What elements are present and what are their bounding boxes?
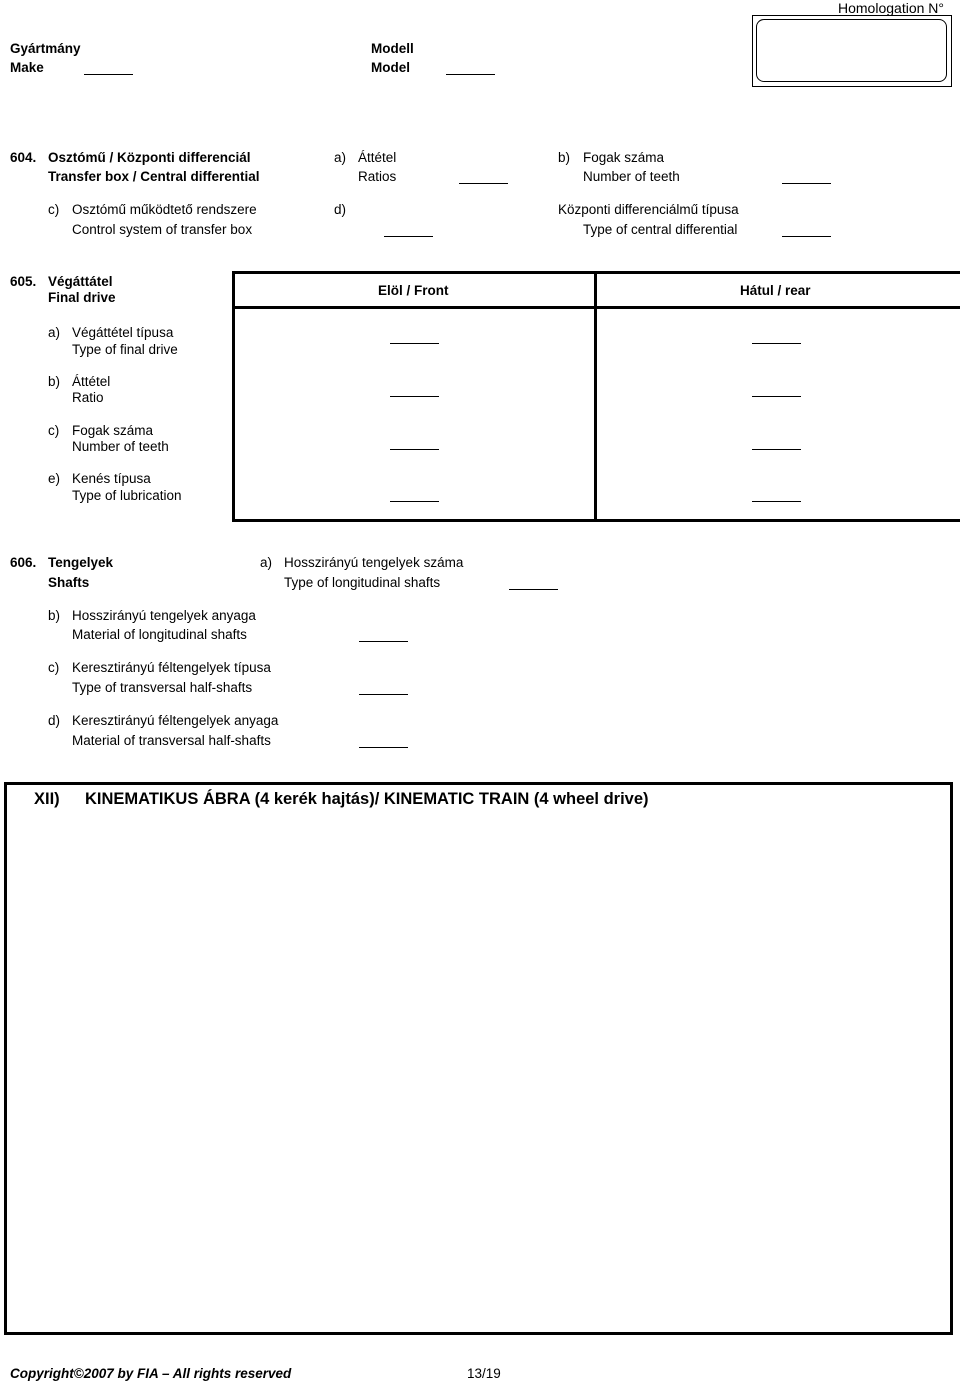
control-system-label-en: Control system of transfer box xyxy=(72,222,253,237)
long-shafts-material-field[interactable] xyxy=(359,641,408,642)
lubrication-front-field[interactable] xyxy=(390,501,439,502)
row-label-en: Number of teeth xyxy=(72,439,169,454)
row-letter: c) xyxy=(48,423,60,438)
section-title-en: Transfer box / Central differential xyxy=(48,169,260,184)
teeth-label-hu: Fogak száma xyxy=(583,150,665,165)
half-shafts-material-label-hu: Keresztirányú féltengelyek anyaga xyxy=(72,713,279,728)
section-605-title-en: Final drive xyxy=(48,290,116,305)
half-shafts-type-label-en: Type of transversal half-shafts xyxy=(72,680,253,695)
control-system-field[interactable] xyxy=(384,236,433,237)
ratios-label-hu: Áttétel xyxy=(358,150,397,165)
lubrication-rear-field[interactable] xyxy=(752,501,801,502)
section-title-hu: Osztómű / Központi differenciál xyxy=(48,150,251,165)
row-label-en: Type of lubrication xyxy=(72,488,182,503)
section-604 xyxy=(0,140,960,250)
half-shafts-type-label-hu: Keresztirányú féltengelyek típusa xyxy=(72,660,271,675)
ratios-label-en: Ratios xyxy=(358,169,397,184)
central-diff-label-en: Type of central differential xyxy=(583,222,738,237)
central-diff-label-hu: Központi differenciálmű típusa xyxy=(558,202,739,217)
row-letter: a) xyxy=(48,325,61,340)
make-field[interactable] xyxy=(84,74,133,75)
row-label-en: Type of final drive xyxy=(72,342,178,357)
teeth-rear-field[interactable] xyxy=(752,449,801,450)
row-label-hu: Áttétel xyxy=(72,374,111,389)
item-letter: b) xyxy=(48,608,61,623)
item-letter: d) xyxy=(334,202,347,217)
footer-copyright: Copyright©2007 by FIA – All rights reserved xyxy=(10,1366,292,1381)
row-label-hu: Kenés típusa xyxy=(72,471,151,486)
half-shafts-material-field[interactable] xyxy=(359,747,408,748)
model-label-en: Model xyxy=(371,60,410,75)
control-system-label-hu: Osztómű működtető rendszere xyxy=(72,202,257,217)
section-606-title-en: Shafts xyxy=(48,575,90,590)
teeth-field[interactable] xyxy=(782,183,831,184)
central-diff-field[interactable] xyxy=(782,236,831,237)
row-label-en: Ratio xyxy=(72,390,104,405)
column-header-front: Elöl / Front xyxy=(378,283,449,298)
homologation-stamp-box xyxy=(752,15,952,87)
item-letter: c) xyxy=(48,202,60,217)
half-shafts-material-label-en: Material of transversal half-shafts xyxy=(72,733,271,748)
kinematic-train-box[interactable] xyxy=(4,782,953,1335)
make-label-en: Make xyxy=(10,60,44,75)
long-shafts-count-label-en: Type of longitudinal shafts xyxy=(284,575,441,590)
final-drive-type-front-field[interactable] xyxy=(390,343,439,344)
section-606-title-hu: Tengelyek xyxy=(48,555,114,570)
item-letter: c) xyxy=(48,660,60,675)
long-shafts-count-label-hu: Hosszirányú tengelyek száma xyxy=(284,555,464,570)
section-605-title-hu: Végáttátel xyxy=(48,274,113,289)
item-letter: a) xyxy=(334,150,347,165)
kinematic-title: KINEMATIKUS ÁBRA (4 kerék hajtás)/ KINEMATIC TRAIN (4 wheel drive) xyxy=(85,790,649,808)
teeth-label-en: Number of teeth xyxy=(583,169,680,184)
final-drive-column-divider xyxy=(594,271,597,522)
row-letter: e) xyxy=(48,471,61,486)
section-605-number: 605. xyxy=(10,274,37,289)
homologation-label: Homologation N° xyxy=(838,0,944,16)
teeth-front-field[interactable] xyxy=(390,449,439,450)
ratio-front-field[interactable] xyxy=(390,396,439,397)
half-shafts-type-field[interactable] xyxy=(359,694,408,695)
section-606-number: 606. xyxy=(10,555,37,570)
row-label-hu: Fogak száma xyxy=(72,423,154,438)
row-letter: b) xyxy=(48,374,61,389)
row-label-hu: Végáttétel típusa xyxy=(72,325,174,340)
ratios-field[interactable] xyxy=(459,183,508,184)
make-label-hu: Gyártmány xyxy=(10,41,81,56)
long-shafts-material-label-hu: Hosszirányú tengelyek anyaga xyxy=(72,608,256,623)
section-number: 604. xyxy=(10,150,37,165)
homologation-stamp-inner xyxy=(756,19,947,82)
item-letter: b) xyxy=(558,150,571,165)
ratio-rear-field[interactable] xyxy=(752,396,801,397)
item-letter: a) xyxy=(260,555,273,570)
long-shafts-count-field[interactable] xyxy=(509,589,558,590)
item-letter: d) xyxy=(48,713,61,728)
model-label-hu: Modell xyxy=(371,41,414,56)
column-header-rear: Hátul / rear xyxy=(740,283,811,298)
model-field[interactable] xyxy=(446,74,495,75)
footer-page-number: 13/19 xyxy=(467,1366,501,1381)
final-drive-type-rear-field[interactable] xyxy=(752,343,801,344)
long-shafts-material-label-en: Material of longitudinal shafts xyxy=(72,627,247,642)
kinematic-number: XII) xyxy=(34,790,60,808)
